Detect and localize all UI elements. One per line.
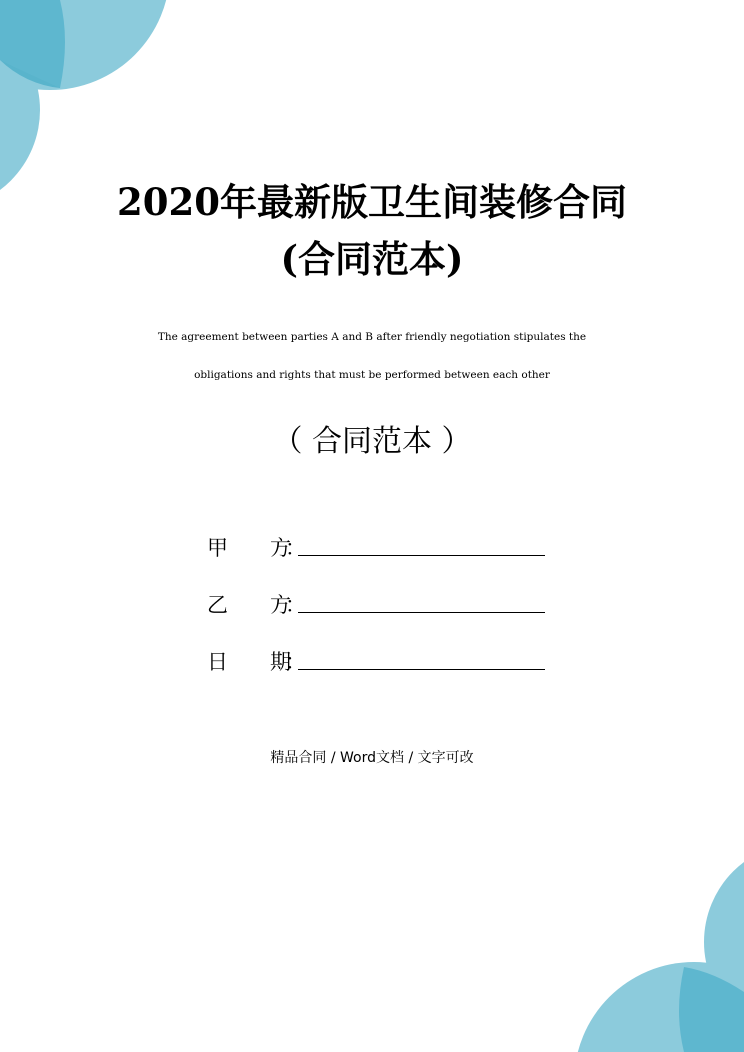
date-label-char1: 日 [207, 650, 228, 674]
party-a-label-char1: 甲 [207, 536, 228, 560]
party-b-label-char1: 乙 [207, 593, 228, 617]
party-b-label-char2: 方 [270, 593, 291, 617]
contract-type-label: （ 合同范本 ） [272, 424, 472, 459]
date-colon: ： [285, 650, 306, 674]
party-b-label [207, 590, 291, 620]
date-field [207, 647, 547, 677]
party-a-label-char2: 方 [270, 536, 291, 560]
document-title-line2: (合同范本) [280, 237, 464, 281]
party-a-colon: ： [285, 536, 306, 560]
party-b-field [207, 590, 547, 620]
date-label-char2: 期 [270, 650, 291, 674]
corner-decoration-top-left [0, 0, 180, 200]
party-b-colon: ： [285, 593, 306, 617]
document-footer: 精品合同 / Word文档 / 文字可改 [270, 750, 474, 766]
date-label [207, 647, 291, 677]
party-a-blank-line[interactable] [298, 555, 545, 556]
party-a-label [207, 533, 291, 563]
date-blank-line[interactable] [298, 669, 545, 670]
document-title-line1: 2020年最新版卫生间装修合同 [117, 180, 627, 224]
document-subtitle-line1: The agreement between parties A and B after friendly negotiation stipulates the [157, 331, 587, 343]
party-b-blank-line[interactable] [298, 612, 545, 613]
party-a-field [207, 533, 547, 563]
document-subtitle-line2: obligations and rights that must be performed between each other [194, 369, 550, 381]
corner-decoration-bottom-right [564, 852, 744, 1052]
